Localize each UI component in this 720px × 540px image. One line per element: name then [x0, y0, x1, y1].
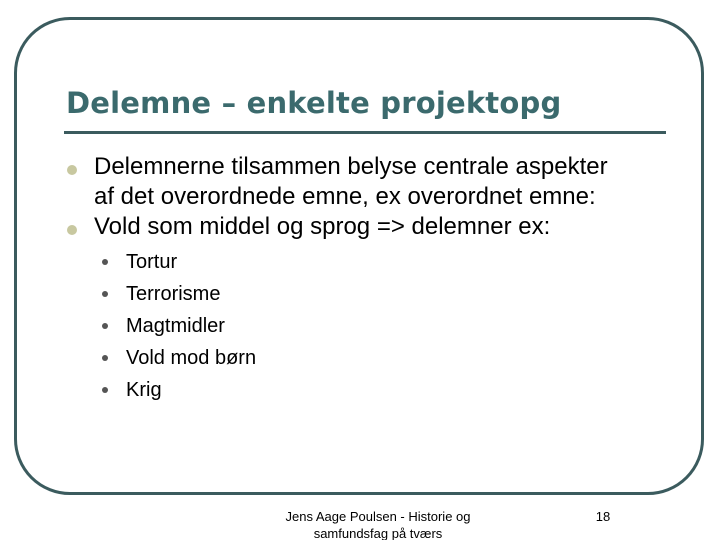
- bullet-list: [62, 152, 662, 406]
- bullet-dot-icon: [67, 165, 77, 175]
- subbullet-dot-icon: [102, 355, 108, 361]
- subbullet-text: Magtmidler: [126, 315, 225, 337]
- subbullet-item: [94, 342, 614, 374]
- bullet-text: Vold som middel og sprog => delemner ex:: [94, 213, 551, 240]
- subbullet-text: Tortur: [126, 251, 178, 273]
- subbullet-dot-icon: [102, 387, 108, 393]
- subbullet-item: [94, 278, 614, 310]
- footer-line-2: samfundsfag på tværs: [313, 526, 443, 540]
- footer-text: [268, 508, 488, 540]
- subbullet-dot-icon: [102, 291, 108, 297]
- subbullet-item: [94, 310, 614, 342]
- subbullet-item: [94, 246, 614, 278]
- subbullet-text: Vold mod børn: [126, 347, 257, 369]
- subbullet-list: [94, 246, 614, 406]
- slide-title: Delemne – enkelte projektopg: [66, 86, 562, 120]
- subbullet-dot-icon: [102, 259, 108, 265]
- subbullet-text: Krig: [126, 379, 162, 401]
- page-number: 18: [595, 509, 611, 524]
- bullet-dot-icon: [67, 225, 77, 235]
- subbullet-dot-icon: [102, 323, 108, 329]
- bullet-item: [62, 212, 614, 406]
- footer-line-1: Jens Aage Poulsen - Historie og: [285, 509, 471, 524]
- bullet-text: Delemnerne tilsammen belyse centrale aspekter af det overordnede emne, ex overordnet emne:: [94, 153, 608, 210]
- subbullet-text: Terrorisme: [126, 283, 221, 305]
- subbullet-item: [94, 374, 614, 406]
- title-underline: [64, 131, 666, 134]
- bullet-item: [62, 152, 614, 212]
